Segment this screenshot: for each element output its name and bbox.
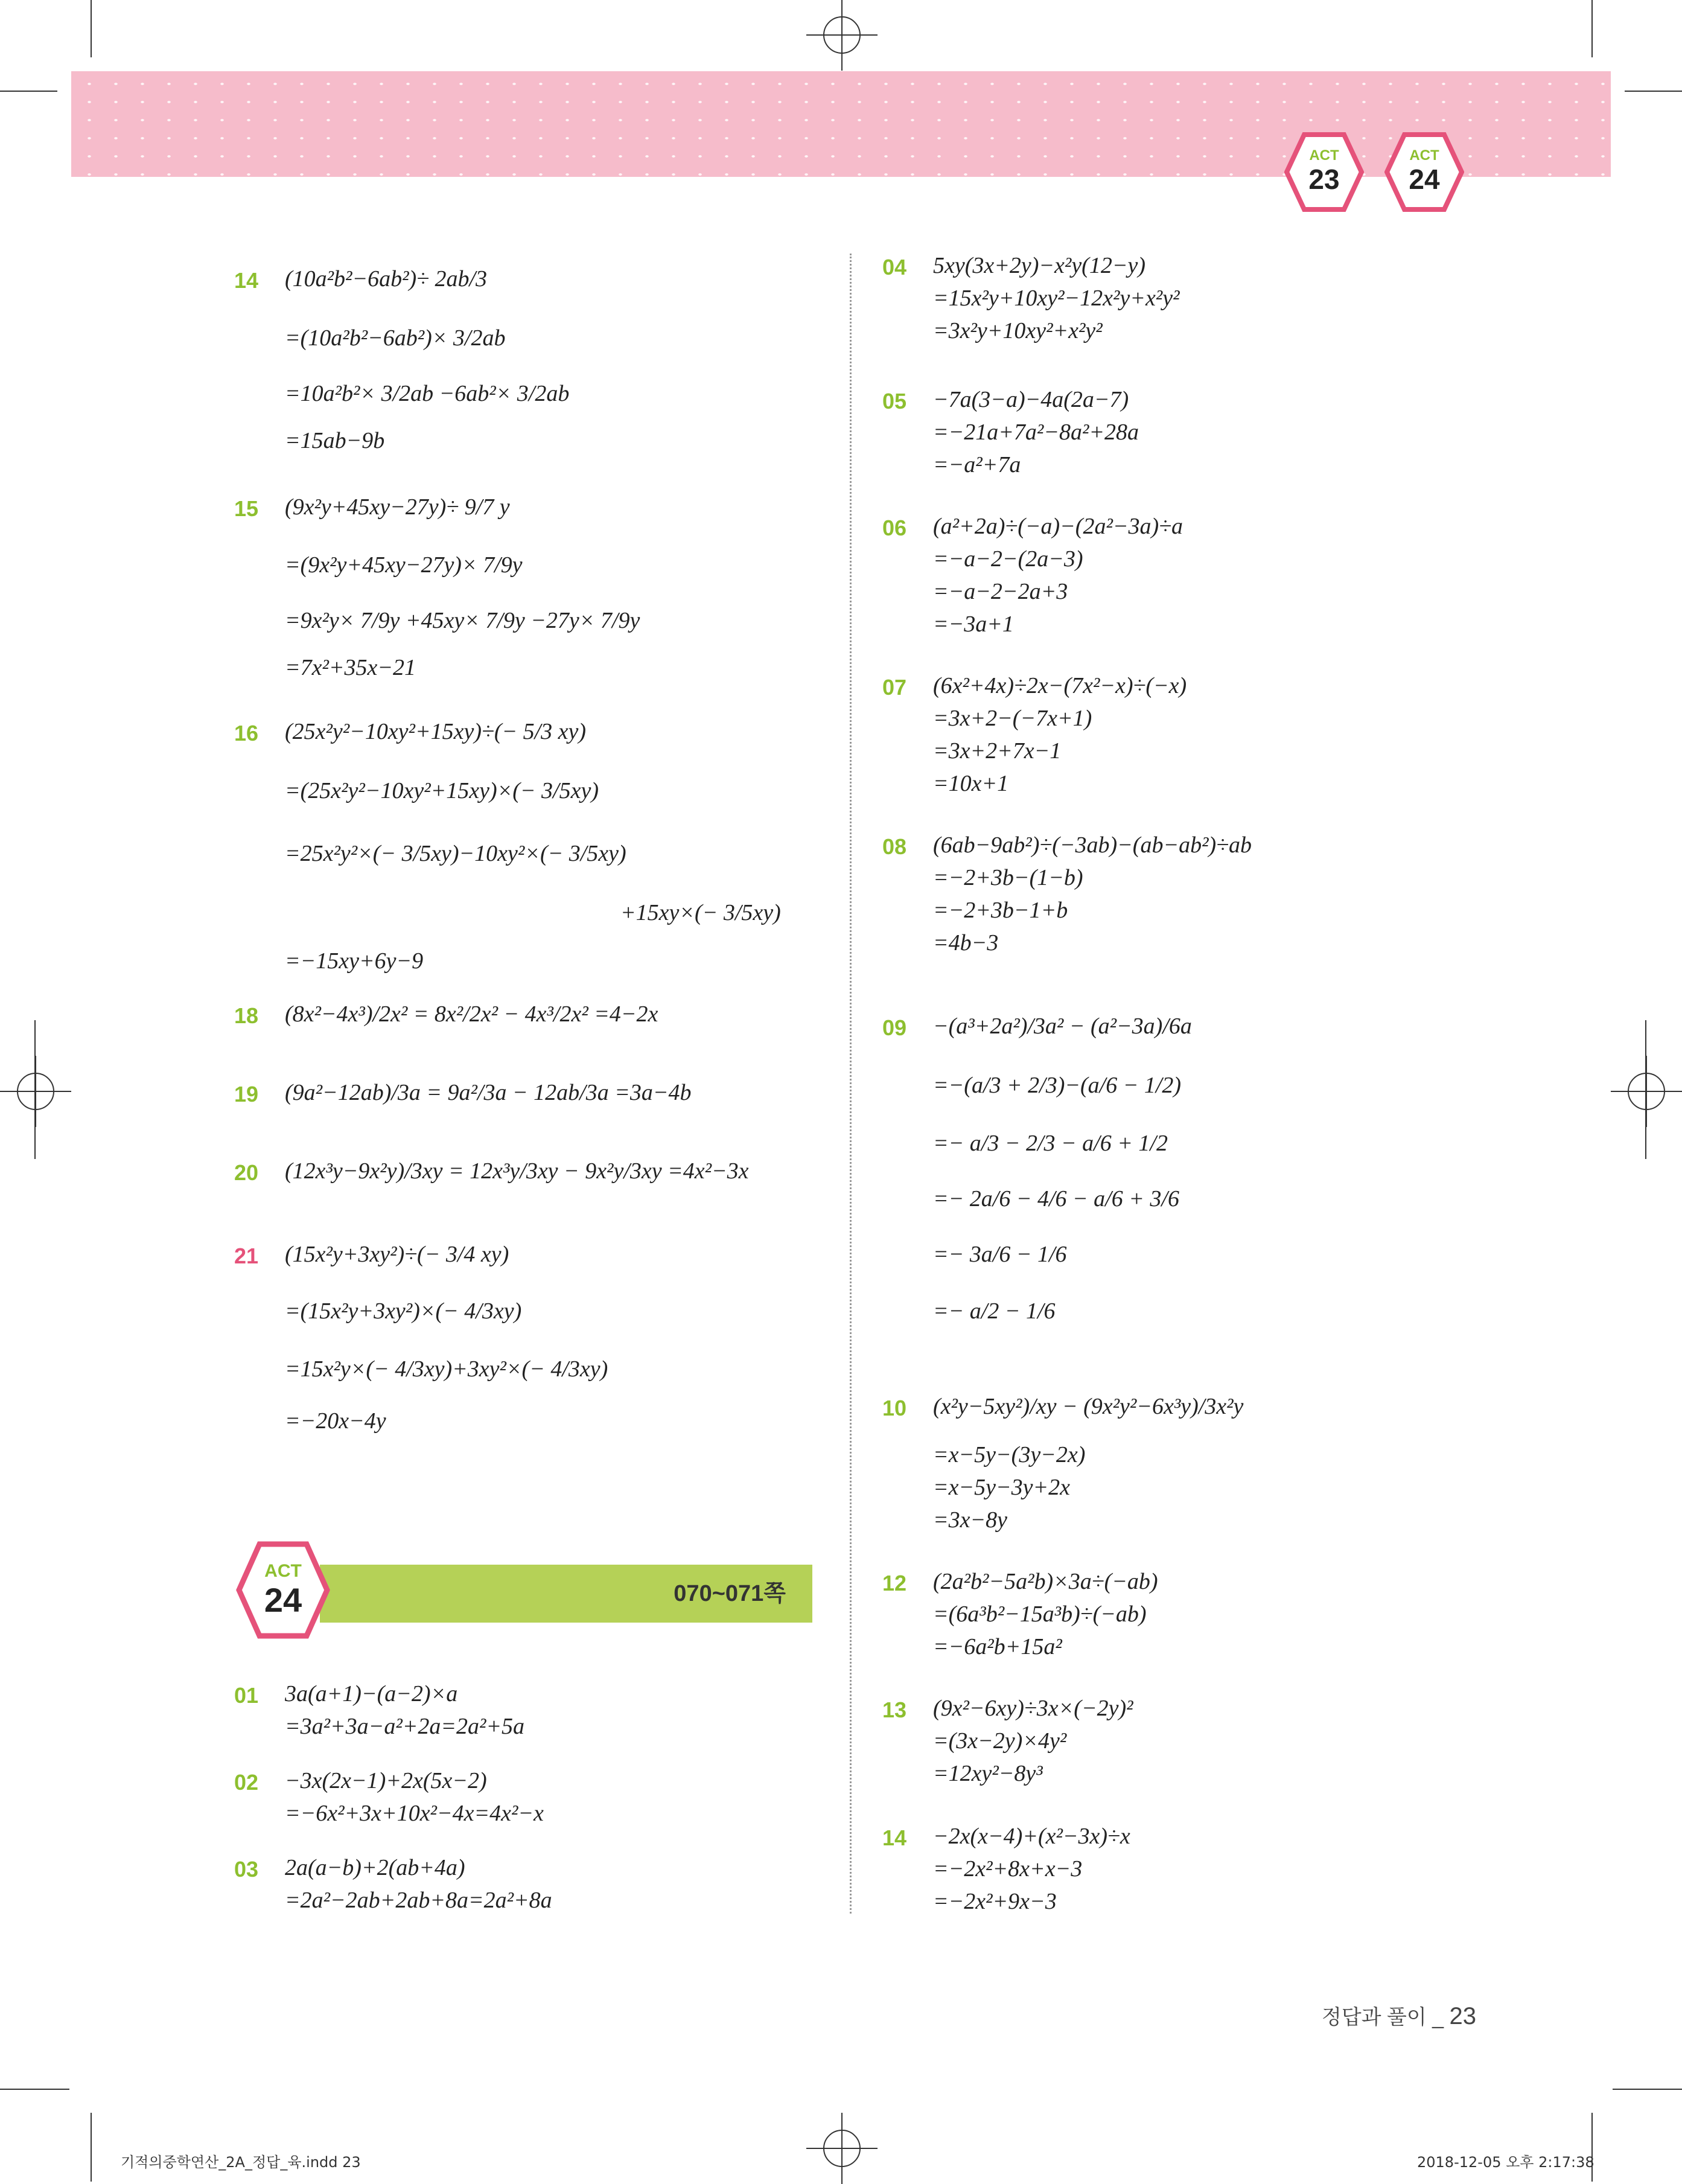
solution-line: =(15x²y+3xy²)×(− 4/3xy) (285, 1298, 522, 1324)
problem-number: 09 (882, 1015, 907, 1040)
solution-line: −7a(3−a)−4a(2a−7) (933, 387, 1129, 412)
crop-mark (1625, 91, 1682, 92)
solution-line: =−20x−4y (285, 1408, 386, 1434)
section-page-range: 070~071쪽 (674, 1581, 786, 1606)
solution-line: =15x²y×(− 4/3xy)+3xy²×(− 4/3xy) (285, 1356, 608, 1382)
problem-number: 06 (882, 516, 907, 540)
solution-line: =−2+3b−1+b (933, 898, 1068, 923)
solution-line: 3a(a+1)−(a−2)×a (285, 1681, 458, 1707)
solution-line: =7x²+35x−21 (285, 655, 416, 680)
solution-line: =− a/3 − 2/3 − a/6 + 1/2 (933, 1131, 1168, 1156)
problem-number: 20 (234, 1160, 259, 1185)
print-slug-right: 2018-12-05 오후 2:17:38 (1417, 2154, 1594, 2171)
solution-line: =x−5y−(3y−2x) (933, 1442, 1086, 1467)
act-badge (1284, 132, 1364, 212)
act-badge-number: 24 (1409, 164, 1440, 195)
solution-line: =−a²+7a (933, 452, 1021, 477)
solution-line: =(3x−2y)×4y² (933, 1728, 1067, 1754)
solution-line: (9x²−6xy)÷3x×(−2y)² (933, 1696, 1133, 1721)
solution-line: =25x²y²×(− 3/5xy)−10xy²×(− 3/5xy) (285, 841, 626, 866)
problem-number: 15 (234, 496, 259, 521)
act-badge-label: ACT (264, 1561, 302, 1581)
solution-line: =3x+2−(−7x+1) (933, 706, 1092, 731)
solution-line: (2a²b²−5a²b)×3a÷(−ab) (933, 1569, 1158, 1594)
crop-mark (34, 1020, 36, 1159)
act-badge (1384, 132, 1464, 212)
solution-line: =x−5y−3y+2x (933, 1475, 1071, 1500)
solution-line: (9x²y+45xy−27y)÷ 9/7 y (285, 494, 510, 520)
solution-line: =3a²+3a−a²+2a=2a²+5a (285, 1714, 525, 1739)
solution-line: (15x²y+3xy²)÷(− 3/4 xy) (285, 1242, 509, 1267)
header-band (71, 71, 1611, 177)
solution-line: 2a(a−b)+2(ab+4a) (285, 1855, 465, 1880)
solution-line: =2a²−2ab+2ab+8a=2a²+8a (285, 1888, 552, 1913)
solution-line: =3x−8y (933, 1507, 1008, 1533)
solution-line: −(a³+2a²)/3a² − (a²−3a)/6a (933, 1014, 1192, 1039)
solution-line: (a²+2a)÷(−a)−(2a²−3a)÷a (933, 514, 1183, 539)
problem-number: 05 (882, 389, 907, 413)
solution-line: (6ab−9ab²)÷(−3ab)−(ab−ab²)÷ab (933, 832, 1252, 858)
registration-mark (17, 1073, 54, 1110)
problem-number: 07 (882, 675, 907, 700)
problem-number: 14 (882, 1825, 907, 1850)
act-badge-label: ACT (1409, 147, 1439, 164)
problem-number: 03 (234, 1857, 259, 1882)
footer-separator: _ (1432, 2006, 1444, 2029)
section-act-badge (235, 1541, 331, 1640)
solution-line: =15ab−9b (285, 428, 385, 453)
solution-line: =−2x²+8x+x−3 (933, 1856, 1083, 1882)
solution-line: =−a−2−(2a−3) (933, 546, 1083, 572)
problem-number: 16 (234, 721, 259, 746)
act-badge-number: 23 (1308, 164, 1340, 195)
solution-line: =15x²y+10xy²−12x²y+x²y² (933, 286, 1180, 311)
solution-line: =−(a/3 + 2/3)−(a/6 − 1/2) (933, 1073, 1182, 1098)
problem-number: 12 (882, 1571, 907, 1595)
solution-line: =−15xy+6y−9 (285, 948, 424, 974)
problem-number: 18 (234, 1003, 259, 1028)
section-header-bar (320, 1565, 812, 1623)
crop-mark (91, 2113, 92, 2182)
solution-line: −3x(2x−1)+2x(5x−2) (285, 1768, 487, 1793)
solution-line: (8x²−4x³)/2x² = 8x²/2x² − 4x³/2x² =4−2x (285, 1001, 658, 1027)
problem-number: 04 (882, 255, 907, 279)
problem-number: 21 (234, 1244, 259, 1268)
solution-line: =10x+1 (933, 771, 1009, 796)
solution-line: =(10a²b²−6ab²)× 3/2ab (285, 325, 506, 351)
crop-mark (1613, 2089, 1682, 2090)
solution-line: =(9x²y+45xy−27y)× 7/9y (285, 552, 523, 578)
crop-mark (91, 0, 92, 57)
solution-line: =10a²b²× 3/2ab −6ab²× 3/2ab (285, 381, 570, 406)
problem-number: 08 (882, 834, 907, 859)
solution-line: =9x²y× 7/9y +45xy× 7/9y −27y× 7/9y (285, 608, 640, 633)
registration-mark (1628, 1073, 1665, 1110)
solution-line: (12x³y−9x²y)/3xy = 12x³y/3xy − 9x²y/3xy =4x²−3x (285, 1158, 749, 1184)
problem-number: 19 (234, 1082, 259, 1106)
solution-line: +15xy×(− 3/5xy) (620, 900, 781, 925)
solution-line: =4b−3 (933, 930, 999, 956)
problem-number: 02 (234, 1770, 259, 1795)
solution-line: =12xy²−8y³ (933, 1761, 1043, 1786)
solution-line: (6x²+4x)÷2x−(7x²−x)÷(−x) (933, 673, 1187, 698)
solution-line: −2x(x−4)+(x²−3x)÷x (933, 1824, 1130, 1849)
solution-line: =3x+2+7x−1 (933, 738, 1062, 764)
page-number: 23 (1449, 2003, 1476, 2029)
problem-number: 01 (234, 1683, 259, 1708)
solution-line: =− a/2 − 1/6 (933, 1298, 1056, 1324)
registration-mark (823, 2130, 861, 2167)
solution-line: =−2x²+9x−3 (933, 1889, 1057, 1914)
act-badge-number: 24 (264, 1581, 302, 1619)
act-badge-label: ACT (1309, 147, 1339, 164)
crop-mark (1645, 1020, 1646, 1159)
crop-mark (0, 2089, 69, 2090)
solution-line: (x²y−5xy²)/xy − (9x²y²−6x³y)/3x²y (933, 1394, 1244, 1419)
problem-number: 14 (234, 268, 259, 293)
solution-line: =(25x²y²−10xy²+15xy)×(− 3/5xy) (285, 778, 599, 803)
solution-line: =3x²y+10xy²+x²y² (933, 318, 1103, 343)
column-divider (850, 254, 852, 1914)
solution-line: =−6x²+3x+10x²−4x=4x²−x (285, 1801, 544, 1826)
solution-line: (9a²−12ab)/3a = 9a²/3a − 12ab/3a =3a−4b (285, 1080, 692, 1105)
solution-line: 5xy(3x+2y)−x²y(12−y) (933, 253, 1146, 278)
solution-line: =− 2a/6 − 4/6 − a/6 + 3/6 (933, 1186, 1179, 1212)
solution-line: (10a²b²−6ab²)÷ 2ab/3 (285, 266, 488, 292)
solution-line: =−6a²b+15a² (933, 1634, 1062, 1659)
print-slug-left: 기적의중학연산_2A_정답_육.indd 23 (121, 2154, 361, 2171)
crop-mark (1591, 0, 1593, 57)
solution-line: =−3a+1 (933, 611, 1014, 637)
solution-line: =− 3a/6 − 1/6 (933, 1242, 1067, 1267)
solution-line: =−a−2−2a+3 (933, 579, 1068, 604)
solution-line: =−21a+7a²−8a²+28a (933, 420, 1139, 445)
footer-label: 정답과 풀이 (1322, 2006, 1427, 2029)
registration-mark (823, 16, 861, 54)
problem-number: 10 (882, 1396, 907, 1420)
solution-line: =−2+3b−(1−b) (933, 865, 1083, 890)
page-footer (1322, 2000, 1476, 2030)
solution-line: =(6a³b²−15a³b)÷(−ab) (933, 1601, 1147, 1627)
crop-mark (0, 91, 57, 92)
problem-number: 13 (882, 1697, 907, 1722)
solution-line: (25x²y²−10xy²+15xy)÷(− 5/3 xy) (285, 719, 587, 744)
